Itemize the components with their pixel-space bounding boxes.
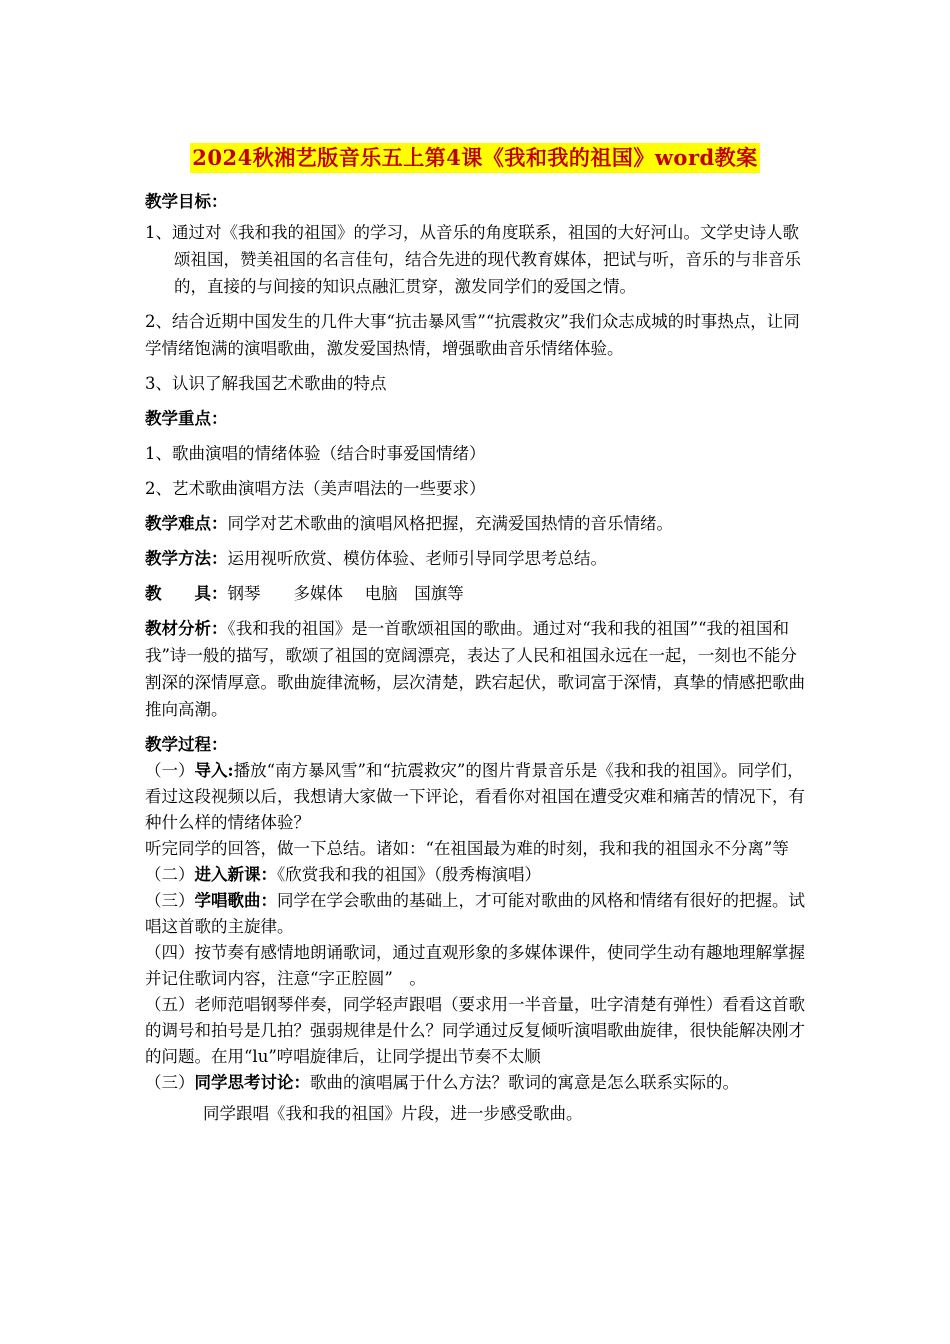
key-points-heading: 教学重点： — [145, 409, 228, 428]
title-container — [0, 143, 950, 173]
document-title: 2024秋湘艺版音乐五上第4课《我和我的祖国》word教案 — [190, 143, 759, 173]
analysis-text: 《我和我的祖国》是一首歌颂祖国的歌曲。通过对“我和我的祖国”“我的祖国和我”诗一般的描写，歌颂了祖国的宽阔漂亮，表达了人民和祖国永远在一起，一刻也不能分割深的深情厚意。歌曲旋律流畅，层次清楚，跌宕起伏，歌词富于深情，真挚的情感把歌曲推向高潮。 — [145, 619, 805, 719]
process-step-3 — [145, 888, 810, 940]
process-step-2 — [145, 862, 810, 888]
step-6-label: 同学思考讨论： — [194, 1073, 310, 1092]
step-1-number: （一） — [145, 761, 195, 780]
step-6-text: 歌曲的演唱属于什么方法？歌词的寓意是怎么联系实际的。 — [310, 1073, 739, 1092]
process-closing: 同学跟唱《我和我的祖国》片段，进一步感受歌曲。 — [203, 1104, 583, 1123]
step-2-text: 《欣赏我和我的祖国》（殷秀梅演唱） — [277, 865, 541, 884]
process-step-6 — [145, 1070, 810, 1096]
methods-text: 运用视听欣赏、模仿体验、老师引导同学思考总结。 — [227, 549, 607, 568]
step-1-label: 导入: — [194, 761, 234, 780]
process-step-1-followup: 听完同学的回答，做一下总结。诸如：“在祖国最为难的时刻，我和我的祖国永不分离”等 — [145, 839, 789, 858]
process-step-5: （五）老师范唱钢琴伴奏，同学轻声跟唱（要求用一半音量，吐字清楚有弹性）看看这首歌的调号和拍号是几拍？强弱规律是什么？同学通过反复倾听演唱歌曲旋律，很快能解决刚才的问题。在用“lu”哼唱旋律后，让同学提出节奏不太顺 — [145, 995, 805, 1066]
methods-label: 教学方法： — [145, 549, 228, 568]
difficulty-paragraph — [145, 510, 810, 537]
key-point-item-1: 1、歌曲演唱的情绪体验（结合时事爱国情绪） — [145, 444, 486, 463]
tools-paragraph — [145, 580, 810, 607]
step-3-text: 同学在学会歌曲的基础上，才可能对歌曲的风格和情绪有很好的把握。试唱这首歌的主旋律。 — [145, 891, 805, 936]
document-body — [145, 188, 810, 1127]
analysis-paragraph — [145, 615, 810, 723]
objective-item-2: 2、结合近期中国发生的几件大事“抗击暴风雪”“抗震救灾”我们众志成城的时事热点，让同学情绪饱满的演唱歌曲，激发爱国热情，增强歌曲音乐情绪体验。 — [145, 312, 800, 358]
objective-item-1: 1、通过对《我和我的祖国》的学习，从音乐的角度联系，祖国的大好河山。文学史诗人歌颂祖国，赞美祖国的名言佳句，结合先进的现代教育媒体，把试与听，音乐的与非音乐的，直接的与间接的知识点融汇贯穿，激发同学们的爱国之情。 — [145, 223, 801, 296]
difficulty-text: 同学对艺术歌曲的演唱风格把握，充满爱国热情的音乐情绪。 — [227, 514, 673, 533]
step-3-number: （三） — [145, 891, 195, 910]
tools-label: 教 具： — [145, 584, 228, 603]
objectives-heading: 教学目标： — [145, 192, 228, 211]
step-2-number: （二） — [145, 865, 195, 884]
objective-item-3: 3、认识了解我国艺术歌曲的特点 — [145, 374, 387, 393]
process-step-1 — [145, 758, 810, 836]
analysis-label: 教材分析： — [145, 619, 228, 638]
process-heading: 教学过程： — [145, 735, 228, 754]
step-6-number: （三） — [145, 1073, 195, 1092]
step-3-label: 学唱歌曲： — [194, 891, 277, 910]
difficulty-label: 教学难点： — [145, 514, 228, 533]
key-point-item-2: 2、艺术歌曲演唱方法（美声唱法的一些要求） — [145, 479, 486, 498]
step-1-text: 播放“南方暴风雪”和“抗震救灾”的图片背景音乐是《我和我的祖国》。同学们，看过这段视频以后，我想请大家做一下评论，看看你对祖国在遭受灾难和痛苦的情况下，有种什么样的情绪体验？ — [145, 761, 805, 832]
tools-text: 钢琴 多媒体 电脑 国旗等 — [227, 584, 464, 603]
step-2-label: 进入新课： — [194, 865, 277, 884]
methods-paragraph — [145, 545, 810, 572]
process-step-4: （四）按节奏有感情地朗诵歌词，通过直观形象的多媒体课件，使同学生动有趣地理解掌握并记住歌词内容，注意“字正腔圆” 。 — [145, 943, 805, 988]
